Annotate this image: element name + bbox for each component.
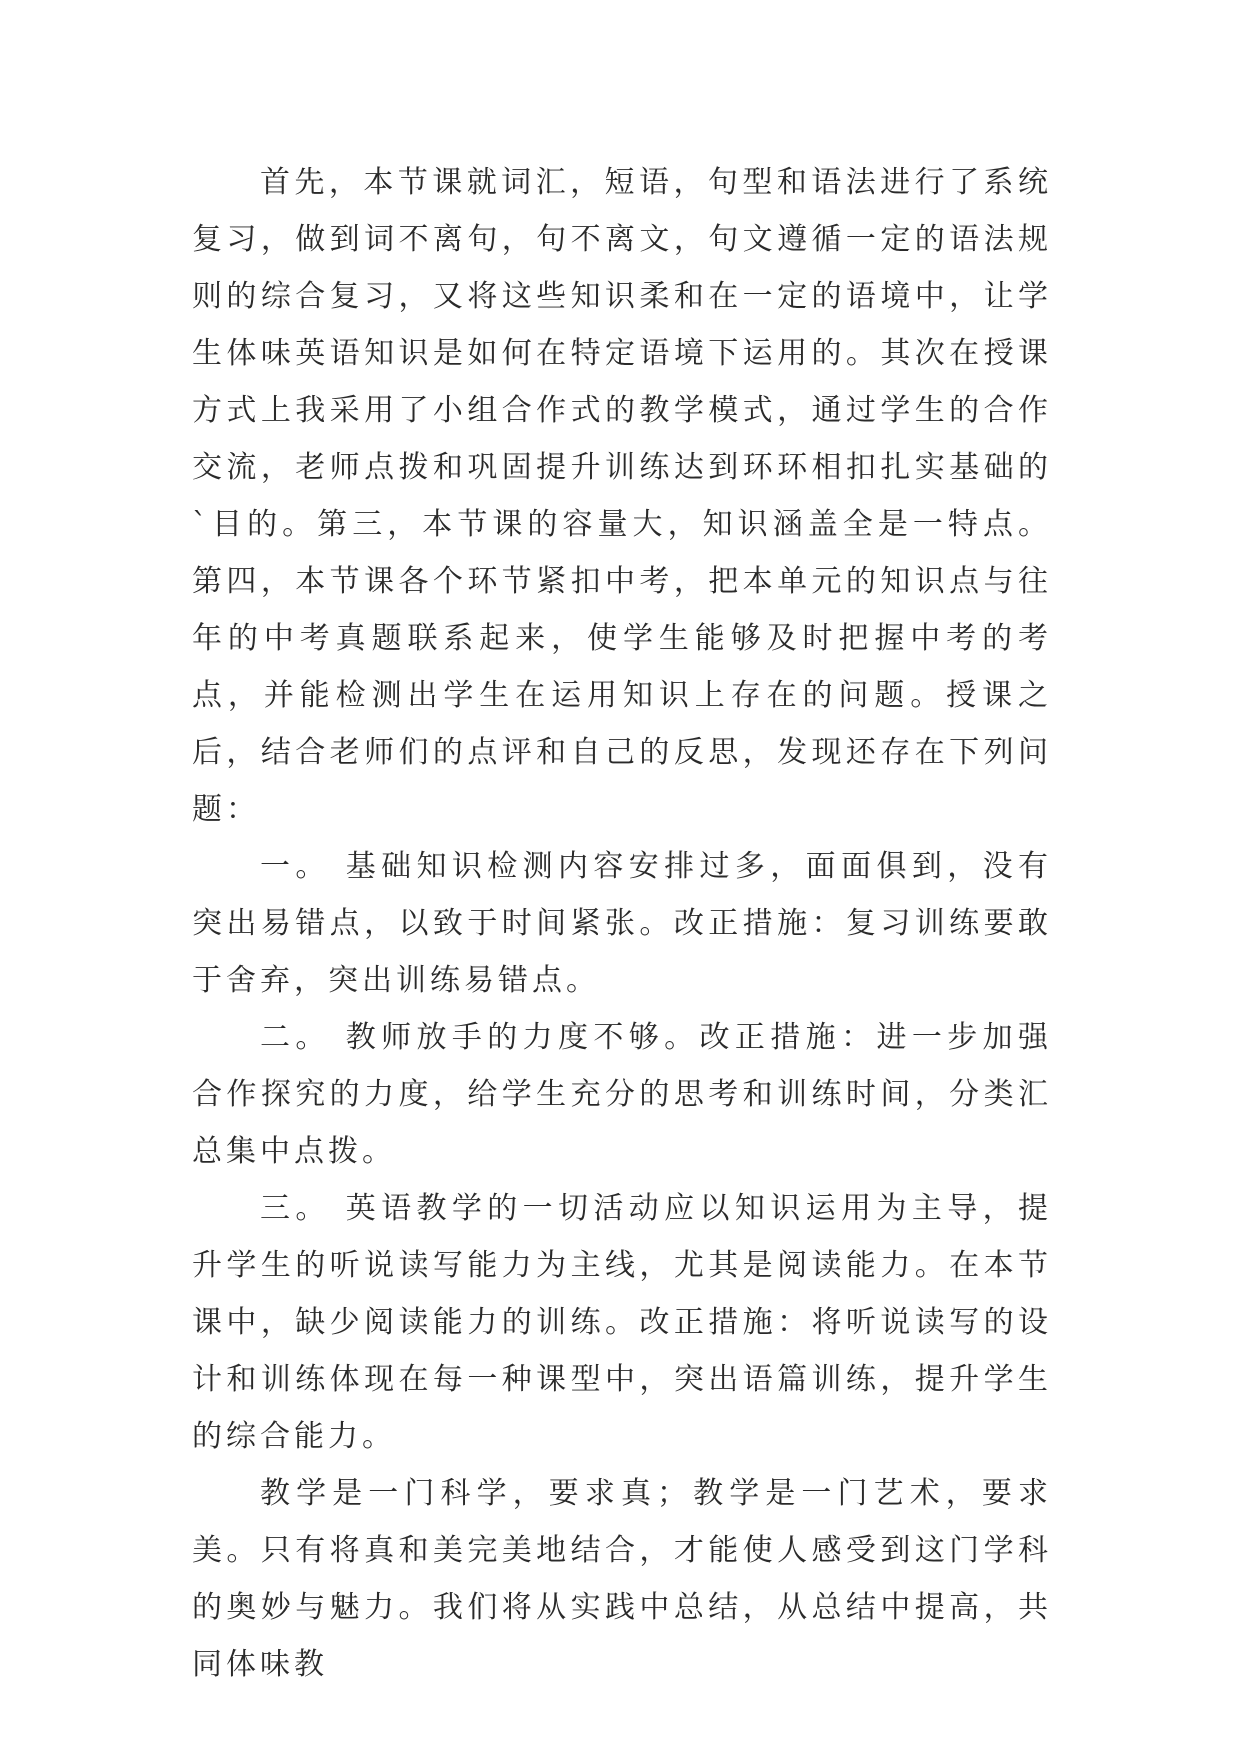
paragraph-issue-one: 一。 基础知识检测内容安排过多，面面俱到，没有突出易错点，以致于时间紧张。改正措施：复习训练要敢于舍弃，突出训练易错点。 xyxy=(192,849,1052,998)
paragraph-summary: 首先，本节课就词汇，短语，句型和语法进行了系统复习，做到词不离句，句不离文，句文遵循一定的语法规则的综合复习，又将这些知识柔和在一定的语境中，让学生体味英语知识是如何在特定语境下运用的。其次在授课方式上我采用了小组合作式的教学模式，通过学生的合作交流，老师点拨和巩固提升训练达到环环相扣扎实基础的`目的。第三，本节课的容量大，知识涵盖全是一特点。第四，本节课各个环节紧扣中考，把本单元的知识点与往年的中考真题联系起来，使学生能够及时把握中考的考点，并能检测出学生在运用知识上存在的问题。授课之后，结合老师们的点评和自己的反思，发现还存在下列问题： xyxy=(192,165,1052,827)
paragraph-issue-three: 三。 英语教学的一切活动应以知识运用为主导，提升学生的听说读写能力为主线，尤其是阅读能力。在本节课中，缺少阅读能力的训练。改正措施：将听说读写的设计和训练体现在每一种课型中，突出语篇训练，提升学生的综合能力。 xyxy=(192,1191,1052,1454)
paragraph-issue-two: 二。 教师放手的力度不够。改正措施：进一步加强合作探究的力度，给学生充分的思考和训练时间，分类汇总集中点拨。 xyxy=(192,1020,1052,1169)
paragraph-conclusion: 教学是一门科学，要求真；教学是一门艺术，要求美。只有将真和美完美地结合，才能使人感受到这门学科的奥妙与魅力。我们将从实践中总结，从总结中提高，共同体味教 xyxy=(192,1476,1052,1682)
document-body xyxy=(192,154,1052,1693)
